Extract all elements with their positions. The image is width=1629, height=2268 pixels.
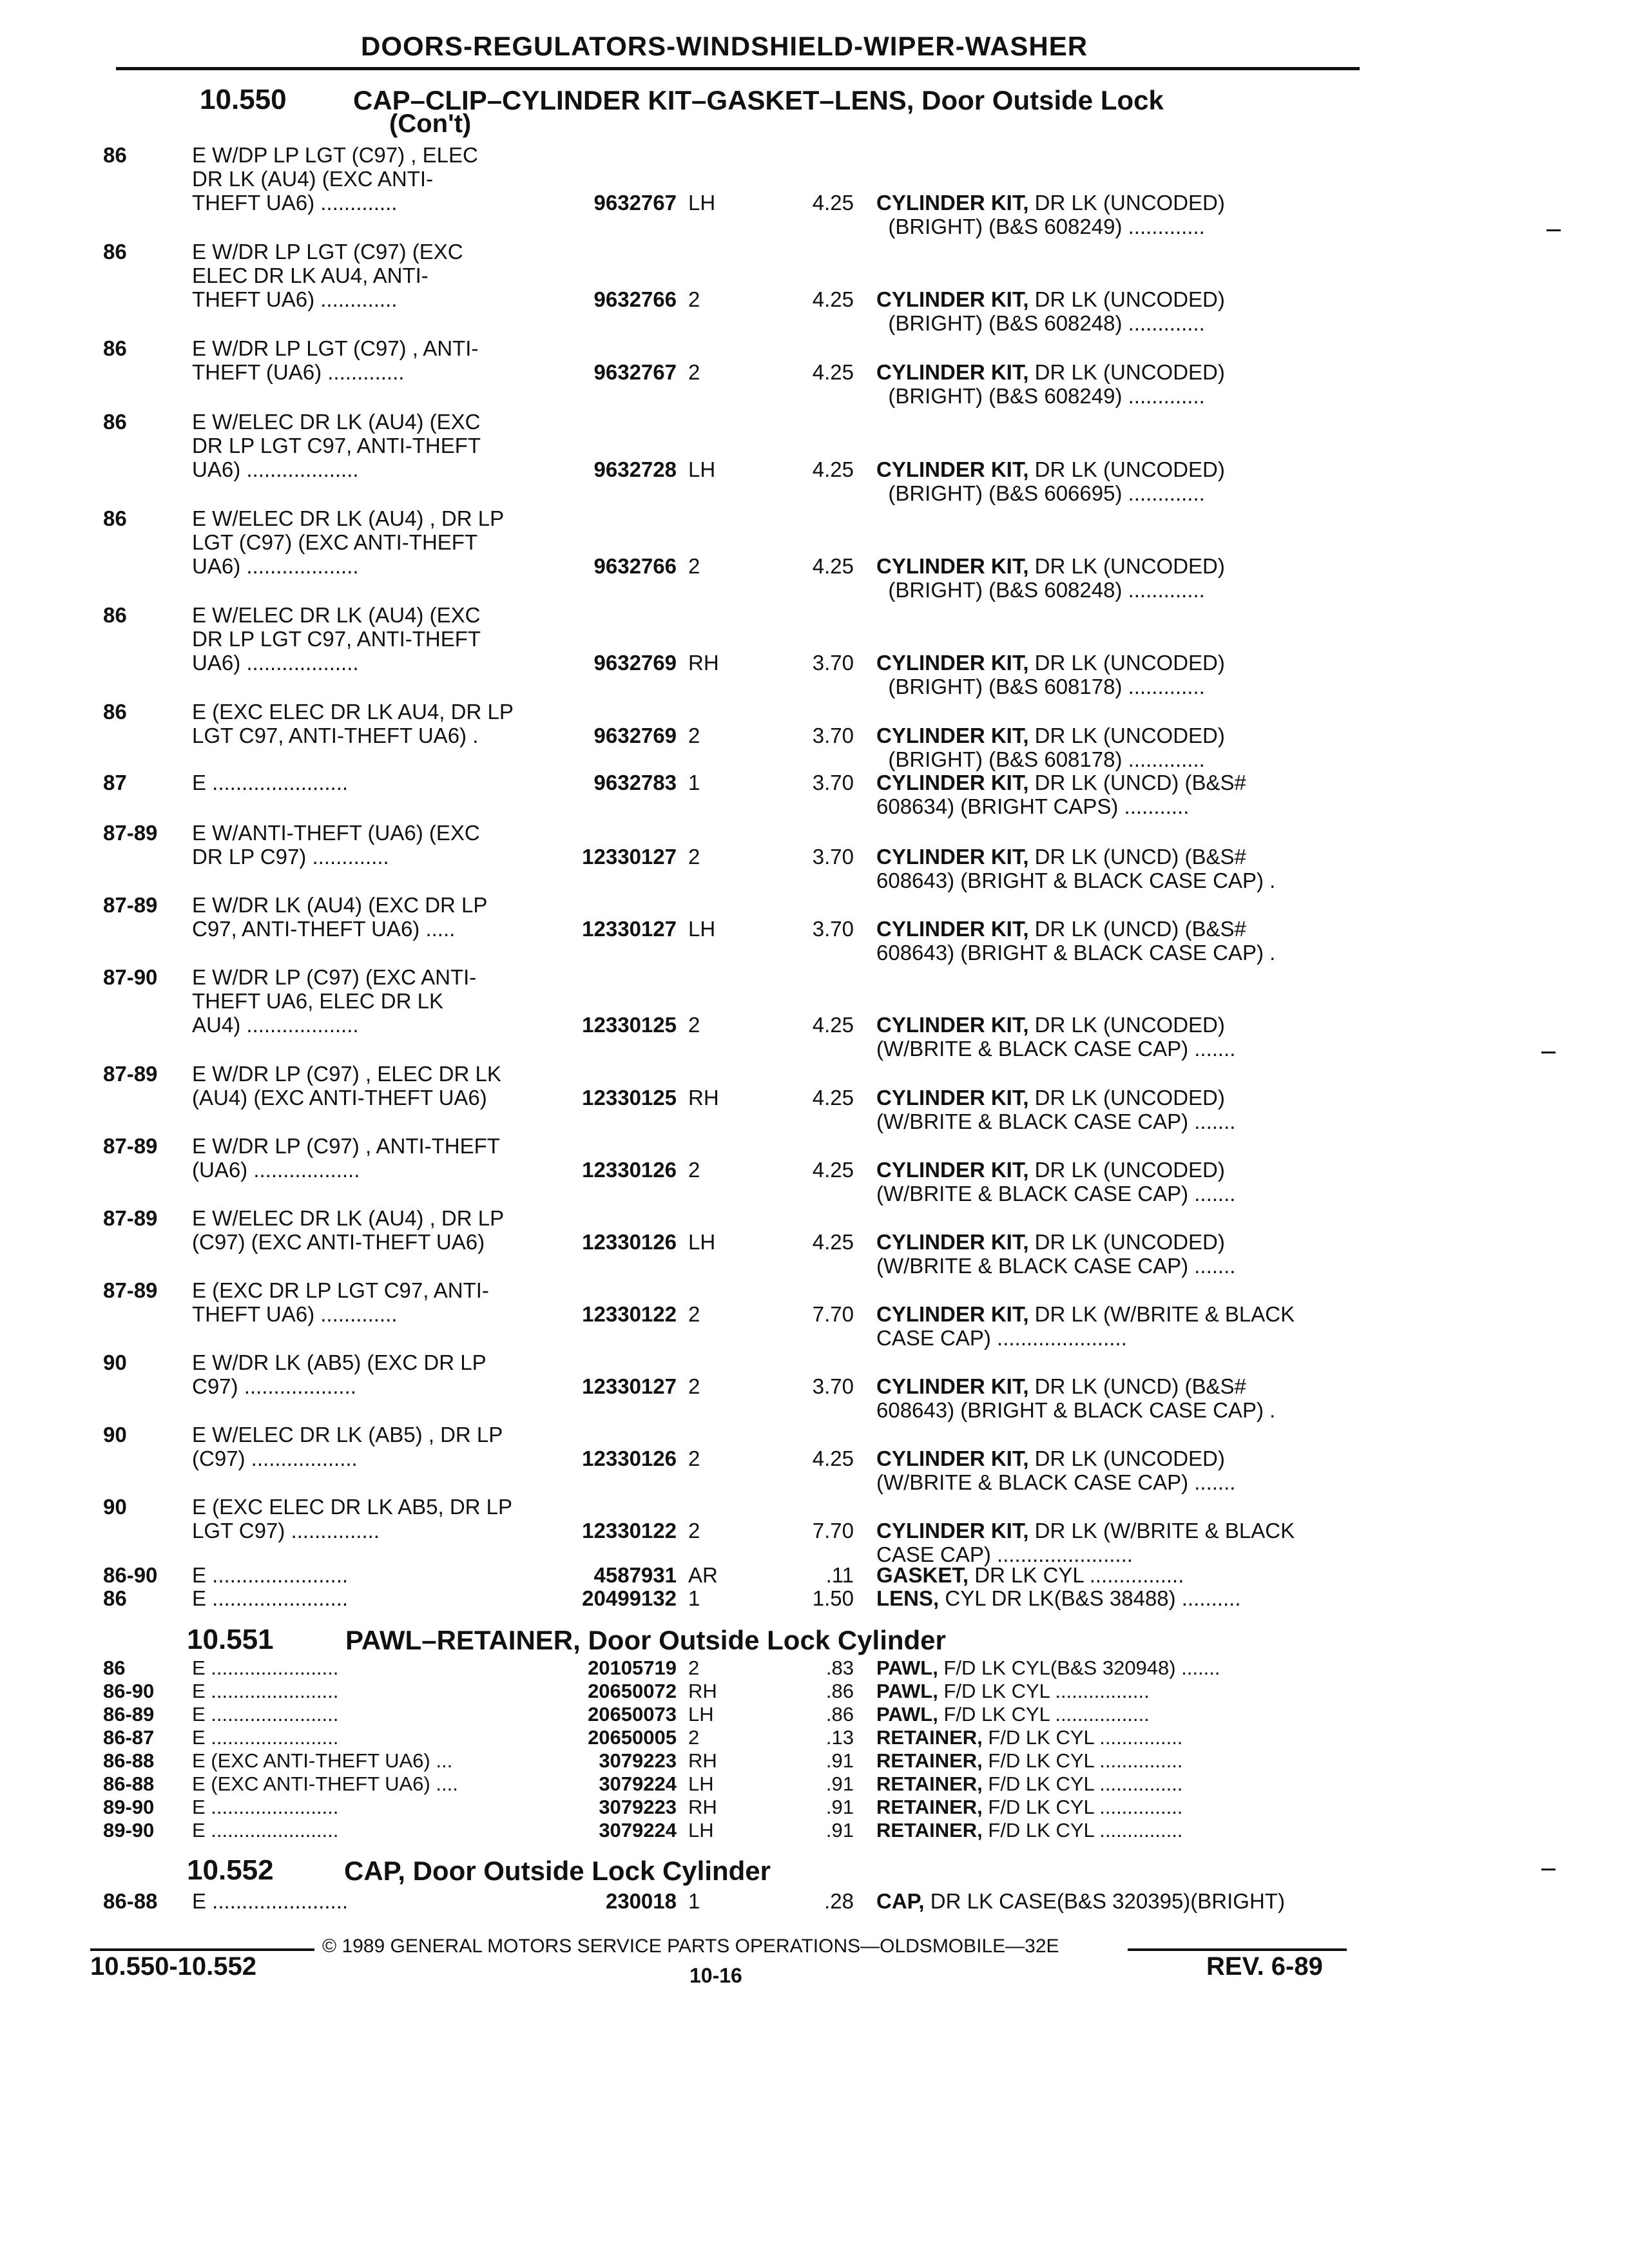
part-number: 3079224: [599, 1819, 677, 1841]
part-description: [876, 1446, 1353, 1494]
application-description: E .......................: [192, 1657, 339, 1679]
part-name: CYLINDER KIT,: [876, 191, 1029, 215]
part-name: CYLINDER KIT,: [876, 1302, 1029, 1326]
part-description: [876, 1704, 1353, 1725]
part-number: 20499132: [582, 1586, 677, 1610]
part-name: LENS,: [876, 1586, 940, 1610]
part-name: RETAINER,: [876, 1726, 983, 1749]
price: 4.25: [812, 1230, 854, 1254]
application-description: E (EXC ELEC DR LK AB5, DR LP LGT C97) ...............: [192, 1495, 513, 1542]
model-year: 86: [103, 506, 127, 530]
part-detail: DR LK (UNCODED) (BRIGHT) (B&S 608248) .............: [888, 287, 1225, 335]
quantity: 1: [688, 1586, 700, 1610]
application-description: E W/DR LP LGT (C97) , ANTI- THEFT (UA6) .............: [192, 336, 479, 384]
part-detail: DR LK (UNCODED) (W/BRITE & BLACK CASE CAP) .......: [876, 1230, 1236, 1278]
quantity: RH: [688, 651, 719, 675]
part-detail: DR LK (W/BRITE & BLACK CASE CAP) .......................: [876, 1519, 1295, 1566]
footer-copyright: © 1989 GENERAL MOTORS SERVICE PARTS OPERATIONS—OLDSMOBILE—32E: [322, 1936, 1059, 1957]
quantity: 2: [688, 1302, 700, 1326]
model-year: 86-90: [103, 1680, 155, 1702]
application-description: E W/DR LP (C97) , ANTI-THEFT (UA6) ..................: [192, 1134, 500, 1182]
quantity: 2: [688, 1013, 700, 1037]
part-number: 9632769: [593, 724, 677, 747]
quantity: 2: [688, 554, 700, 578]
model-year: 87-89: [103, 1134, 158, 1158]
part-detail: DR LK (UNCODED) (BRIGHT) (B&S 608178) .............: [888, 724, 1225, 771]
page-header-title: DOORS-REGULATORS-WINDSHIELD-WIPER-WASHER: [361, 31, 1088, 61]
part-description: [876, 1796, 1353, 1818]
part-detail: F/D LK CYL ...............: [982, 1773, 1183, 1795]
application-description: E .......................: [192, 1703, 339, 1725]
application-description: E W/ELEC DR LK (AB5) , DR LP (C97) ..................: [192, 1423, 503, 1470]
part-number: 9632766: [593, 287, 677, 311]
section-number: 10.550: [200, 84, 287, 115]
model-year: 87: [103, 771, 127, 794]
margin-mark: [1541, 1869, 1556, 1870]
quantity: 2: [688, 1158, 700, 1182]
model-year: 86: [103, 410, 127, 434]
quantity: 2: [688, 360, 700, 384]
price: 4.25: [812, 287, 854, 311]
application-description: E (EXC DR LP LGT C97, ANTI- THEFT UA6) .............: [192, 1278, 489, 1326]
quantity: RH: [688, 1086, 719, 1110]
application-description: E .......................: [192, 1586, 349, 1610]
model-year: 86-90: [103, 1563, 158, 1587]
part-description: [876, 1013, 1353, 1061]
part-detail: DR LK (UNCODED) (BRIGHT) (B&S 608249) .............: [888, 191, 1225, 238]
model-year: 89-90: [103, 1819, 155, 1841]
application-description: E W/DR LK (AU4) (EXC DR LP C97, ANTI-THEFT UA6) .....: [192, 893, 488, 941]
part-name: CYLINDER KIT,: [876, 287, 1029, 311]
part-name: PAWL,: [876, 1703, 938, 1725]
model-year: 86: [103, 700, 127, 724]
quantity: RH: [688, 1796, 717, 1818]
quantity: LH: [688, 191, 716, 215]
model-year: 87-90: [103, 965, 158, 989]
price: .11: [825, 1563, 854, 1587]
application-description: E (EXC ANTI-THEFT UA6) ...: [192, 1749, 453, 1772]
part-detail: DR LK (UNCODED) (BRIGHT) (B&S 606695) .............: [888, 457, 1225, 505]
price: 4.25: [812, 1446, 854, 1470]
part-detail: DR LK (UNCD) (B&S# 608634) (BRIGHT CAPS) ...........: [876, 771, 1246, 818]
model-year: 87-89: [103, 1062, 158, 1086]
application-description: E W/DR LP LGT (C97) (EXC ELEC DR LK AU4, ANTI- THEFT UA6) .............: [192, 240, 463, 311]
part-description: [876, 287, 1353, 335]
section-number: 10.551: [187, 1624, 274, 1655]
price: .91: [825, 1749, 854, 1772]
model-year: 90: [103, 1423, 127, 1446]
price: 3.70: [812, 651, 854, 675]
part-detail: F/D LK CYL(B&S 320948) .......: [938, 1657, 1220, 1679]
part-number: 12330126: [582, 1158, 677, 1182]
footer-rule-left: [90, 1948, 314, 1951]
quantity: RH: [688, 1680, 717, 1702]
part-description: [876, 1086, 1353, 1133]
part-number: 9632783: [593, 771, 677, 794]
part-detail: DR LK (UNCODED) (BRIGHT) (B&S 608178) .............: [888, 651, 1225, 698]
price: 3.70: [812, 917, 854, 941]
part-number: 9632769: [593, 651, 677, 675]
part-description: [876, 771, 1353, 818]
application-description: E W/ANTI-THEFT (UA6) (EXC DR LP C97) .............: [192, 821, 480, 869]
model-year: 86-87: [103, 1726, 155, 1749]
application-description: E W/ELEC DR LK (AU4) (EXC DR LP LGT C97, ANTI-THEFT UA6) ...................: [192, 603, 481, 675]
model-year: 87-89: [103, 821, 158, 845]
part-number: 12330122: [582, 1302, 677, 1326]
model-year: 86: [103, 1657, 126, 1679]
part-name: CYLINDER KIT,: [876, 1086, 1029, 1110]
part-detail: F/D LK CYL .................: [938, 1703, 1150, 1725]
application-description: E .......................: [192, 1796, 339, 1818]
footer-page-number: 10-16: [689, 1964, 742, 1987]
application-description: E W/DR LP (C97) , ELEC DR LK (AU4) (EXC ANTI-THEFT UA6): [192, 1062, 501, 1110]
part-name: CYLINDER KIT,: [876, 1158, 1029, 1182]
price: 4.25: [812, 360, 854, 384]
part-detail: DR LK CASE(B&S 320395)(BRIGHT): [924, 1889, 1285, 1913]
part-number: 12330125: [582, 1086, 677, 1110]
price: .28: [824, 1889, 854, 1913]
price: 7.70: [812, 1302, 854, 1326]
part-number: 3079224: [599, 1773, 677, 1795]
part-detail: DR LK (UNCODED) (W/BRITE & BLACK CASE CAP) .......: [876, 1013, 1236, 1061]
part-name: CYLINDER KIT,: [876, 360, 1029, 384]
part-name: CYLINDER KIT,: [876, 1230, 1029, 1254]
section-title: CAP–CLIP–CYLINDER KIT–GASKET–LENS, Door Outside Lock: [353, 85, 1164, 115]
price: 3.70: [812, 845, 854, 869]
part-description: [876, 1657, 1353, 1679]
part-detail: DR LK (W/BRITE & BLACK CASE CAP) ......................: [876, 1302, 1295, 1350]
application-description: E W/ELEC DR LK (AU4) (EXC DR LP LGT C97, ANTI-THEFT UA6) ...................: [192, 410, 481, 481]
part-name: CYLINDER KIT,: [876, 1446, 1029, 1470]
application-description: E .......................: [192, 1680, 339, 1702]
header-rule: [116, 67, 1360, 70]
quantity: RH: [688, 1749, 717, 1772]
part-name: CYLINDER KIT,: [876, 651, 1029, 675]
part-number: 3079223: [599, 1749, 677, 1772]
part-name: CYLINDER KIT,: [876, 1374, 1029, 1398]
part-name: CYLINDER KIT,: [876, 554, 1029, 578]
quantity: 2: [688, 287, 700, 311]
margin-mark: [1547, 229, 1561, 231]
part-name: PAWL,: [876, 1680, 938, 1702]
application-description: E W/DP LP LGT (C97) , ELEC DR LK (AU4) (EXC ANTI- THEFT UA6) .............: [192, 143, 478, 215]
part-number: 9632767: [593, 191, 677, 215]
part-detail: CYL DR LK(B&S 38488) ..........: [939, 1586, 1241, 1610]
price: .86: [825, 1680, 854, 1702]
price: 4.25: [812, 554, 854, 578]
part-number: 4587931: [593, 1563, 677, 1587]
part-description: [876, 651, 1353, 698]
model-year: 86: [103, 336, 127, 360]
part-name: CYLINDER KIT,: [876, 917, 1029, 941]
quantity: LH: [688, 1819, 714, 1841]
part-detail: DR LK (UNCD) (B&S# 608643) (BRIGHT & BLACK CASE CAP) .: [876, 845, 1276, 892]
application-description: E .......................: [192, 1819, 339, 1841]
model-year: 86: [103, 1586, 127, 1610]
application-description: E .......................: [192, 1563, 349, 1587]
part-description: [876, 191, 1353, 238]
part-number: 12330127: [582, 845, 677, 869]
quantity: LH: [688, 1703, 714, 1725]
model-year: 87-89: [103, 1278, 158, 1302]
part-description: [876, 1820, 1353, 1841]
model-year: 87-89: [103, 1206, 158, 1230]
part-number: 9632766: [593, 554, 677, 578]
part-detail: DR LK (UNCODED) (W/BRITE & BLACK CASE CAP) .......: [876, 1086, 1236, 1133]
part-description: [876, 1750, 1353, 1772]
part-number: 230018: [605, 1889, 677, 1913]
part-description: [876, 917, 1353, 965]
price: .83: [825, 1657, 854, 1679]
price: 7.70: [812, 1519, 854, 1542]
section-continued: (Con't): [389, 110, 472, 138]
part-description: [876, 1374, 1353, 1422]
section-title: PAWL–RETAINER, Door Outside Lock Cylinder: [345, 1625, 946, 1655]
quantity: 1: [688, 771, 700, 794]
model-year: 86-88: [103, 1749, 155, 1772]
part-name: PAWL,: [876, 1657, 938, 1679]
footer-section-range: 10.550-10.552: [90, 1952, 257, 1981]
part-number: 12330127: [582, 1374, 677, 1398]
part-name: RETAINER,: [876, 1796, 983, 1818]
quantity: LH: [688, 457, 716, 481]
part-name: RETAINER,: [876, 1749, 983, 1772]
model-year: 86-89: [103, 1703, 155, 1725]
part-name: RETAINER,: [876, 1773, 983, 1795]
quantity: 2: [688, 845, 700, 869]
footer-rule-right: [1128, 1948, 1347, 1951]
model-year: 89-90: [103, 1796, 155, 1818]
part-detail: F/D LK CYL ...............: [982, 1796, 1183, 1818]
part-description: [876, 457, 1353, 505]
price: 4.25: [812, 457, 854, 481]
quantity: 2: [688, 1726, 700, 1749]
part-description: [876, 360, 1353, 408]
part-number: 20650073: [588, 1703, 677, 1725]
part-detail: F/D LK CYL ...............: [982, 1819, 1183, 1841]
application-description: E W/ELEC DR LK (AU4) , DR LP LGT (C97) (EXC ANTI-THEFT UA6) ...................: [192, 506, 505, 578]
part-number: 20105719: [588, 1657, 677, 1679]
part-description: [876, 724, 1353, 771]
part-description: [876, 1586, 1353, 1610]
model-year: 86: [103, 143, 127, 167]
part-detail: F/D LK CYL ...............: [982, 1726, 1183, 1749]
part-detail: DR LK (UNCODED) (BRIGHT) (B&S 608249) .............: [888, 360, 1225, 408]
part-number: 12330122: [582, 1519, 677, 1542]
part-description: [876, 1519, 1353, 1566]
application-description: E .......................: [192, 1726, 339, 1749]
price: 1.50: [812, 1586, 854, 1610]
quantity: LH: [688, 1773, 714, 1795]
part-detail: DR LK CYL ................: [969, 1563, 1184, 1587]
price: 4.25: [812, 191, 854, 215]
part-number: 9632728: [593, 457, 677, 481]
part-detail: DR LK (UNCD) (B&S# 608643) (BRIGHT & BLACK CASE CAP) .: [876, 917, 1276, 965]
part-number: 20650072: [588, 1680, 677, 1702]
part-number: 12330127: [582, 917, 677, 941]
price: .13: [825, 1726, 854, 1749]
part-name: GASKET,: [876, 1563, 969, 1587]
price: .86: [825, 1703, 854, 1725]
application-description: E (EXC ANTI-THEFT UA6) ....: [192, 1773, 458, 1795]
part-description: [876, 1230, 1353, 1278]
price: 3.70: [812, 1374, 854, 1398]
part-number: 20650005: [588, 1726, 677, 1749]
application-description: E W/ELEC DR LK (AU4) , DR LP (C97) (EXC ANTI-THEFT UA6): [192, 1206, 505, 1254]
part-description: [876, 1563, 1353, 1587]
model-year: 90: [103, 1350, 127, 1374]
part-number: 12330126: [582, 1230, 677, 1254]
price: 3.70: [812, 724, 854, 747]
quantity: AR: [688, 1563, 718, 1587]
quantity: 1: [688, 1889, 700, 1913]
part-detail: DR LK (UNCODED) (W/BRITE & BLACK CASE CAP) .......: [876, 1446, 1236, 1494]
part-name: CAP,: [876, 1889, 925, 1913]
part-description: [876, 554, 1353, 602]
part-number: 9632767: [593, 360, 677, 384]
part-name: RETAINER,: [876, 1819, 983, 1841]
part-description: [876, 1773, 1353, 1795]
part-name: CYLINDER KIT,: [876, 1519, 1029, 1542]
model-year: 86-88: [103, 1889, 158, 1913]
part-name: CYLINDER KIT,: [876, 457, 1029, 481]
footer-revision: REV. 6-89: [1206, 1952, 1323, 1981]
price: .91: [825, 1796, 854, 1818]
application-description: E W/DR LK (AB5) (EXC DR LP C97) ...................: [192, 1350, 487, 1398]
application-description: E .......................: [192, 771, 349, 794]
quantity: LH: [688, 917, 716, 941]
part-description: [876, 1302, 1353, 1350]
part-description: [876, 1727, 1353, 1749]
price: 4.25: [812, 1086, 854, 1110]
price: 4.25: [812, 1158, 854, 1182]
section-title: CAP, Door Outside Lock Cylinder: [344, 1856, 771, 1886]
application-description: E (EXC ELEC DR LK AU4, DR LP LGT C97, ANTI-THEFT UA6) .: [192, 700, 514, 747]
model-year: 90: [103, 1495, 127, 1519]
model-year: 87-89: [103, 893, 158, 917]
application-description: E .......................: [192, 1889, 349, 1913]
part-description: [876, 1889, 1353, 1913]
model-year: 86: [103, 240, 127, 264]
price: 3.70: [812, 771, 854, 794]
quantity: 2: [688, 724, 700, 747]
part-description: [876, 1158, 1353, 1206]
quantity: LH: [688, 1230, 716, 1254]
part-description: [876, 1680, 1353, 1702]
quantity: 2: [688, 1374, 700, 1398]
price: .91: [825, 1819, 854, 1841]
part-name: CYLINDER KIT,: [876, 771, 1029, 794]
part-name: CYLINDER KIT,: [876, 724, 1029, 747]
section-number: 10.552: [187, 1854, 274, 1886]
margin-mark: [1541, 1052, 1556, 1053]
application-description: E W/DR LP (C97) (EXC ANTI- THEFT UA6, ELEC DR LK AU4) ...................: [192, 965, 477, 1037]
part-number: 12330125: [582, 1013, 677, 1037]
price: .91: [825, 1773, 854, 1795]
part-number: 3079223: [599, 1796, 677, 1818]
part-name: CYLINDER KIT,: [876, 1013, 1029, 1037]
quantity: 2: [688, 1657, 700, 1679]
part-description: [876, 845, 1353, 892]
part-number: 12330126: [582, 1446, 677, 1470]
quantity: 2: [688, 1519, 700, 1542]
part-detail: DR LK (UNCODED) (W/BRITE & BLACK CASE CAP) .......: [876, 1158, 1236, 1206]
model-year: 86: [103, 603, 127, 627]
part-detail: DR LK (UNCODED) (BRIGHT) (B&S 608248) .............: [888, 554, 1225, 602]
quantity: 2: [688, 1446, 700, 1470]
part-name: CYLINDER KIT,: [876, 845, 1029, 869]
part-detail: F/D LK CYL ...............: [982, 1749, 1183, 1772]
model-year: 86-88: [103, 1773, 155, 1795]
part-detail: DR LK (UNCD) (B&S# 608643) (BRIGHT & BLACK CASE CAP) .: [876, 1374, 1276, 1422]
part-detail: F/D LK CYL .................: [938, 1680, 1150, 1702]
price: 4.25: [812, 1013, 854, 1037]
